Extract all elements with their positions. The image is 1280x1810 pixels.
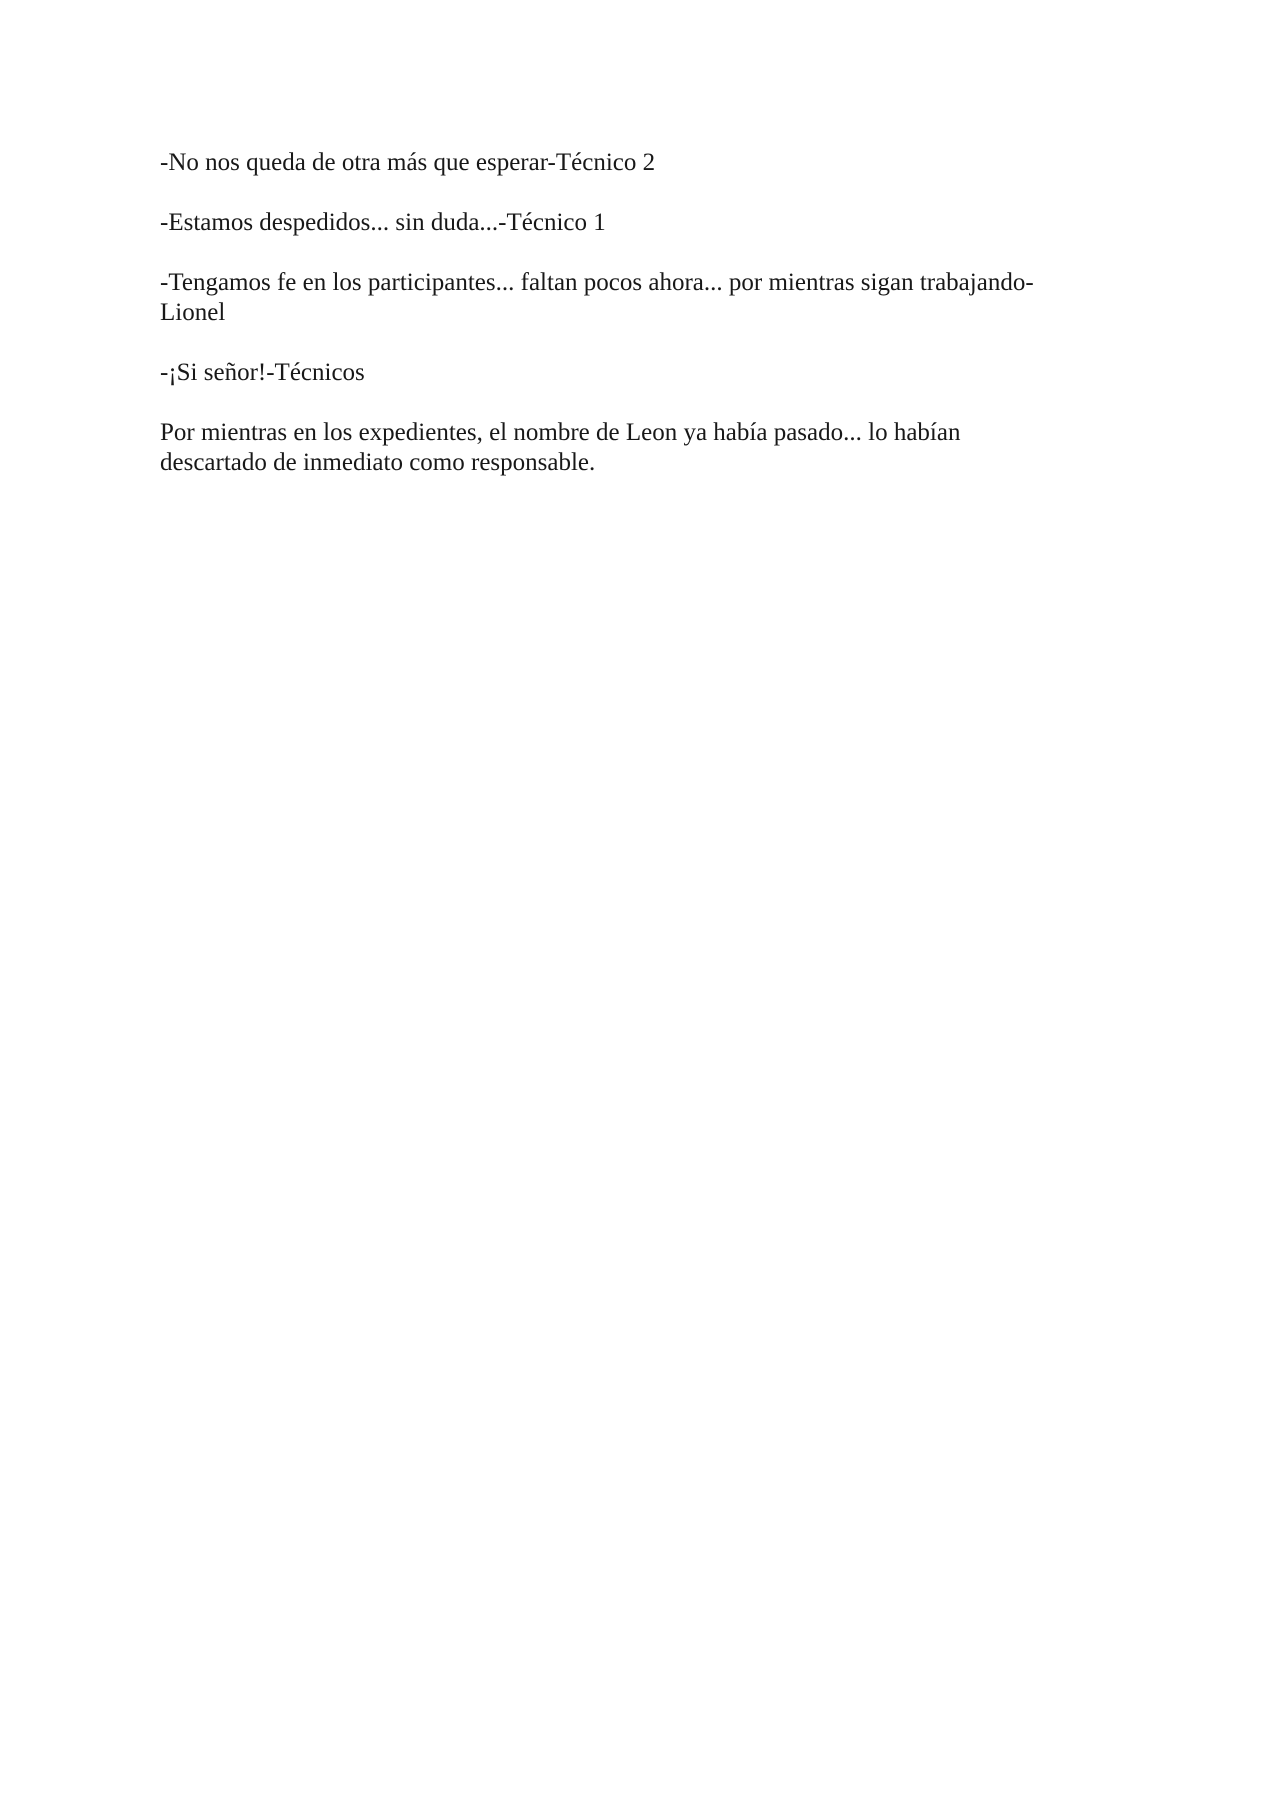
text-line: -Tengamos fe en los participantes... faltan pocos ahora... por mientras sigan trabajando- [160, 269, 1034, 296]
text-line: -Estamos despedidos... sin duda...-Técnico 1 [160, 209, 606, 236]
paragraph-dialogue-tecnico-1 [160, 208, 1120, 238]
paragraph-dialogue-lionel [160, 268, 1120, 328]
text-line: Lionel [160, 299, 226, 326]
paragraph-narration [160, 418, 1120, 478]
text-line: Por mientras en los expedientes, el nombre de Leon ya había pasado... lo habían [160, 419, 961, 446]
text-line: -¡Si señor!-Técnicos [160, 359, 365, 386]
paragraph-dialogue-tecnico-2 [160, 148, 1120, 178]
text-line: -No nos queda de otra más que esperar-Técnico 2 [160, 149, 656, 176]
text-line: descartado de inmediato como responsable. [160, 449, 596, 476]
paragraph-dialogue-tecnicos [160, 358, 1120, 388]
document-text-block [160, 148, 1120, 508]
